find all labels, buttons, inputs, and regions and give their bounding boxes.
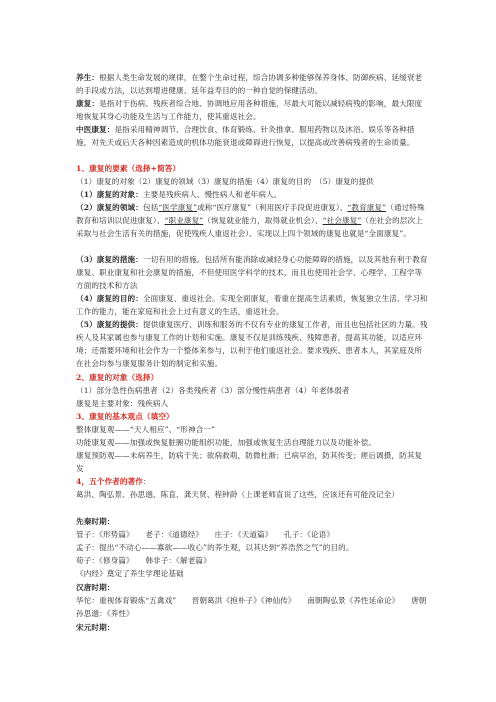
era-songyuan: 宋元时期： (76, 623, 115, 632)
heading-colon: ： (142, 477, 151, 486)
heading-kangfu-yaosu: 1、康复的要素（选择+简答） (76, 164, 181, 173)
item-text: （恢复就业能力，取得就业机会）、 (203, 215, 323, 225)
definition-text: 是指采用精神调节、合理饮食、体育锻炼、针灸推拿、服用药物以及沐浴、娱乐等各种措施，对先天或后天各种因素造成的机体功能衰退或障碍进行恢复，以提高或改善病残者的生命质量。 (76, 125, 415, 147)
list-kangfu-yaosu: （1）康复的对象（2）康复的领域（3）康复的措施（4）康复的目的 （5）康复的提供 (76, 177, 374, 186)
underlined-term: “职业康复” (164, 215, 204, 225)
term-kangfu: 康复： (76, 99, 100, 108)
item-text: 一切有用的措施。包括所有能消除或减轻身心功能障碍的措施，以及其他有利于教育康复、职业康复和社会康复的措施，不但使用医学科学的技术，而且也使用社会学、心理学、工程学等方面的技术和方法 (76, 255, 428, 290)
era-xianqin: 先秦时期： (76, 517, 115, 526)
item-text: 或称“医疗康复”（利用医疗手段促进康复）、 (197, 203, 348, 212)
term-yangsheng: 养生： (76, 73, 100, 82)
era-line: 管子：《形势篇》 老子：《道德经》 庄子：《天道篇》 孔子：《论语》 (76, 530, 335, 539)
line-gongneng: 功能康复观——加强或恢复脏腑功能组织功能，加强或恢复生活自理能力以及功能补偿。 (76, 438, 377, 447)
item-kangfu-tigong (76, 319, 428, 371)
item-text: （通过特殊教育和培训以促进康复）、 (76, 203, 425, 225)
list-kangfu-duixiang: （1）部分急性伤病患者（2）各类残疾者（3）部分慢性病患者（4）年老体弱者 (76, 386, 350, 395)
item-text: 主要是残疾病人、慢性病人和老年病人。 (142, 190, 282, 199)
era-line: 孟子：提出“不动心——寡欲——收心”的养生观，以其达到“养浩然之气”的目的。 (76, 543, 354, 552)
underlined-term: “教育康复” (347, 203, 387, 212)
heading-zuozhe-text: 4，五个作者的著作 (76, 477, 143, 486)
era-hantang: 汉唐时期： (76, 583, 115, 592)
main-object-line: 康复是主要对象：残疾病人 (76, 399, 169, 408)
era-line: 《内经》奠定了养生学理论基础 (76, 569, 184, 578)
item-text: 全面康复、重返社会。实现全面康复，着重在提高生活素质，恢复独立生活、学习和工作的能力，能在家庭和社会上过有意义的生活，重返社会。 (76, 294, 428, 316)
item-term: （3）康复的措施： (76, 255, 143, 264)
item-term: （4）康复的目的： (76, 294, 143, 303)
item-kangfu-lingyu (76, 202, 428, 241)
paragraph-zhongyi-kangfu (76, 124, 428, 150)
term-zhongyi-kangfu: 中医康复： (76, 125, 115, 134)
era-line: 荀子：《修身篇》 韩非子：《解老篇》 (76, 556, 211, 565)
line-yufang: 康复预防观——未病养生，防病于先；欲病救萌，防微杜渐；已病早治，防其传变；瘥后调摄，防其复发 (76, 451, 423, 473)
heading-zuozhe (76, 476, 428, 489)
authors-line: 葛洪、陶弘景、孙思邈、陈直、龚天贤、程钟龄（上课老师直说了这些，应该还有可能没记全） (76, 490, 400, 499)
item-term: （5）康复的提供： (76, 320, 143, 329)
heading-kangfu-duixiang: 2、康复的对象（选择） (76, 373, 159, 382)
definition-text: 是指对于伤病、残疾者综合地、协调地应用各种措施，尽最大可能以减轻病残的影响，最大限度地恢复其身心功能及生活与工作能力，使其重返社会。 (76, 99, 423, 121)
line-zhengti: 整体康复观——“天人相应”、“形神合一” (76, 425, 216, 434)
item-text: 包括 (142, 203, 159, 212)
item-kangfu-duixiang (76, 189, 428, 202)
heading-jiben-guandian: 3、康复的基本观点（填空） (76, 412, 174, 421)
item-text: 提供康复医疗、训练和服务的不仅有专业的康复工作者，而且也包括社区的力量。残疾人及其家属也参与康复工作的计划和实施。康复不仅是训练残疾、残障患者，提高其功能，以适应环境；还需要环境和社会作为一个整体来参与，以利于他们重返社会。要求残疾、患者本人，其家庭及所在社会均参与康复服务计划的制定和实施。 (76, 320, 428, 368)
paragraph-kangfu (76, 98, 428, 124)
underlined-term: “医学康复” (158, 203, 198, 212)
item-term: （1）康复的对象： (76, 190, 143, 199)
era-line: 华佗：重视体育锻炼“五禽戏” 晋朝葛洪《抱朴子》《神仙传》 南朝陶弘景《养性延命论》 唐朝孙思邈：《养性》 (76, 596, 427, 618)
item-kangfu-cuoshi (76, 254, 428, 293)
item-kangfu-mudi (76, 293, 428, 319)
item-text: （在社会的层次上采取与社会生活有关的措施，促使残疾人重返社会）。实现以上四个领域的康复也就是“全面康复”。 (76, 215, 423, 238)
underlined-term: “社会康复” (322, 215, 362, 225)
item-term: （2）康复的领域： (76, 203, 143, 212)
definition-text: 根据人类生命发展的规律，在整个生命过程，综合协调多种能够保养身体、防御疾病、延缓衰老的手段或方法，以达到增进健康、延年益寿目的的一种自觉的保健活动。 (76, 73, 423, 95)
paragraph-yangsheng (76, 72, 428, 98)
